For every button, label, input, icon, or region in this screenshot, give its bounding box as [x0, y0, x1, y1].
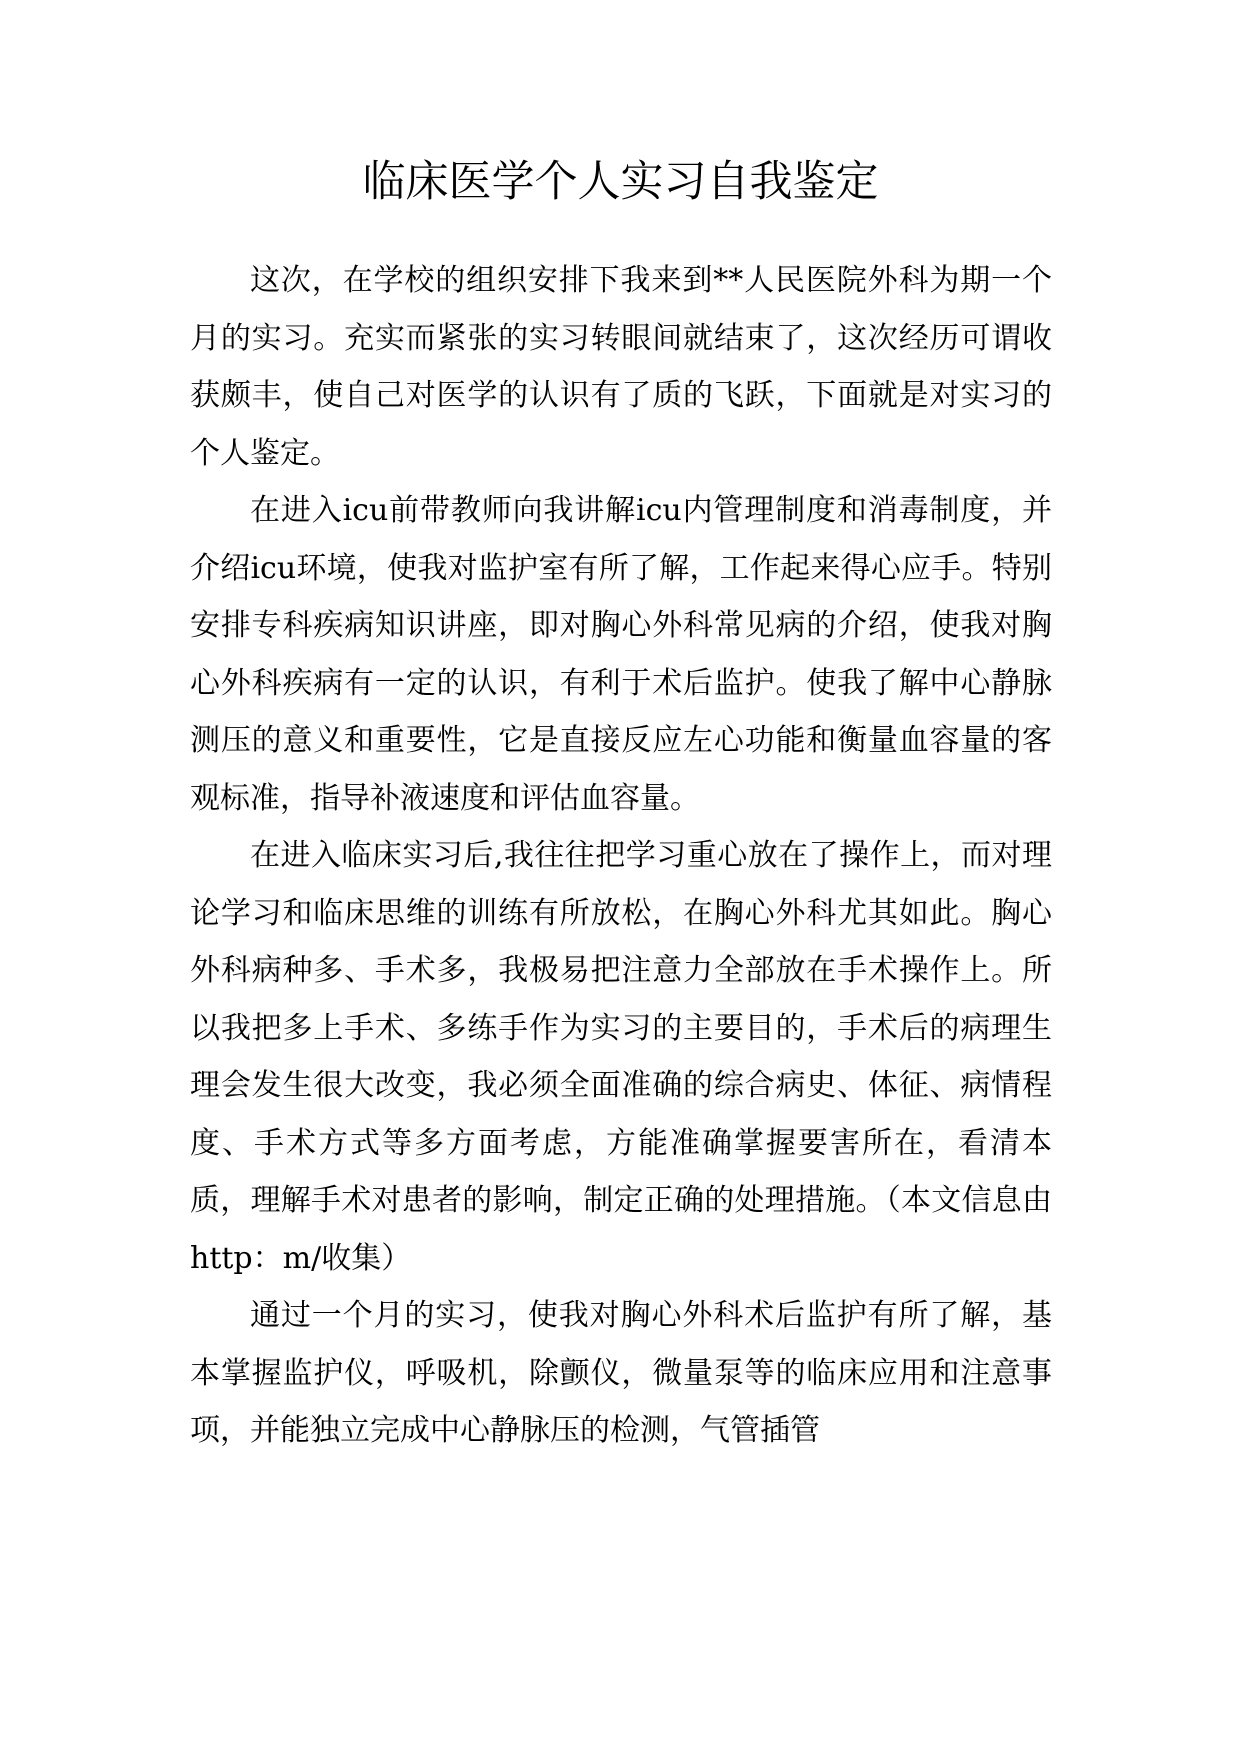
paragraph: 通过一个月的实习，使我对胸心外科术后监护有所了解，基本掌握监护仪，呼吸机，除颤仪，微量泵等的临床应用和注意事项，并能独立完成中心静脉压的检测，气管插管 [190, 1298, 1052, 1448]
paragraph: 在进入临床实习后,我往往把学习重心放在了操作上，而对理论学习和临床思维的训练有所放松，在胸心外科尤其如此。胸心外科病种多、手术多，我极易把注意力全部放在手术操作上。所以我把多上手术、多练手作为实习的主要目的，手术后的病理生理会发生很大改变，我必须全面准确的综合病史、体征、病情程度、手术方式等多方面考虑，方能准确掌握要害所在，看清本质，理解手术对患者的影响，制定正确的处理措施。（本文信息由http：m/收集） [190, 838, 1052, 1276]
paragraph: 在进入icu前带教师向我讲解icu内管理制度和消毒制度，并介绍icu环境，使我对监护室有所了解，工作起来得心应手。特别安排专科疾病知识讲座，即对胸心外科常见病的介绍，使我对胸心外科疾病有一定的认识，有利于术后监护。使我了解中心静脉测压的意义和重要性，它是直接反应左心功能和衡量血容量的客观标准，指导补液速度和评估血容量。 [190, 493, 1052, 816]
document-title: 临床医学个人实习自我鉴定 [362, 157, 879, 207]
document-body [190, 252, 1052, 1460]
paragraph: 这次，在学校的组织安排下我来到**人民医院外科为期一个月的实习。充实而紧张的实习转眼间就结束了，这次经历可谓收获颇丰，使自己对医学的认识有了质的飞跃，下面就是对实习的个人鉴定。 [190, 263, 1052, 471]
